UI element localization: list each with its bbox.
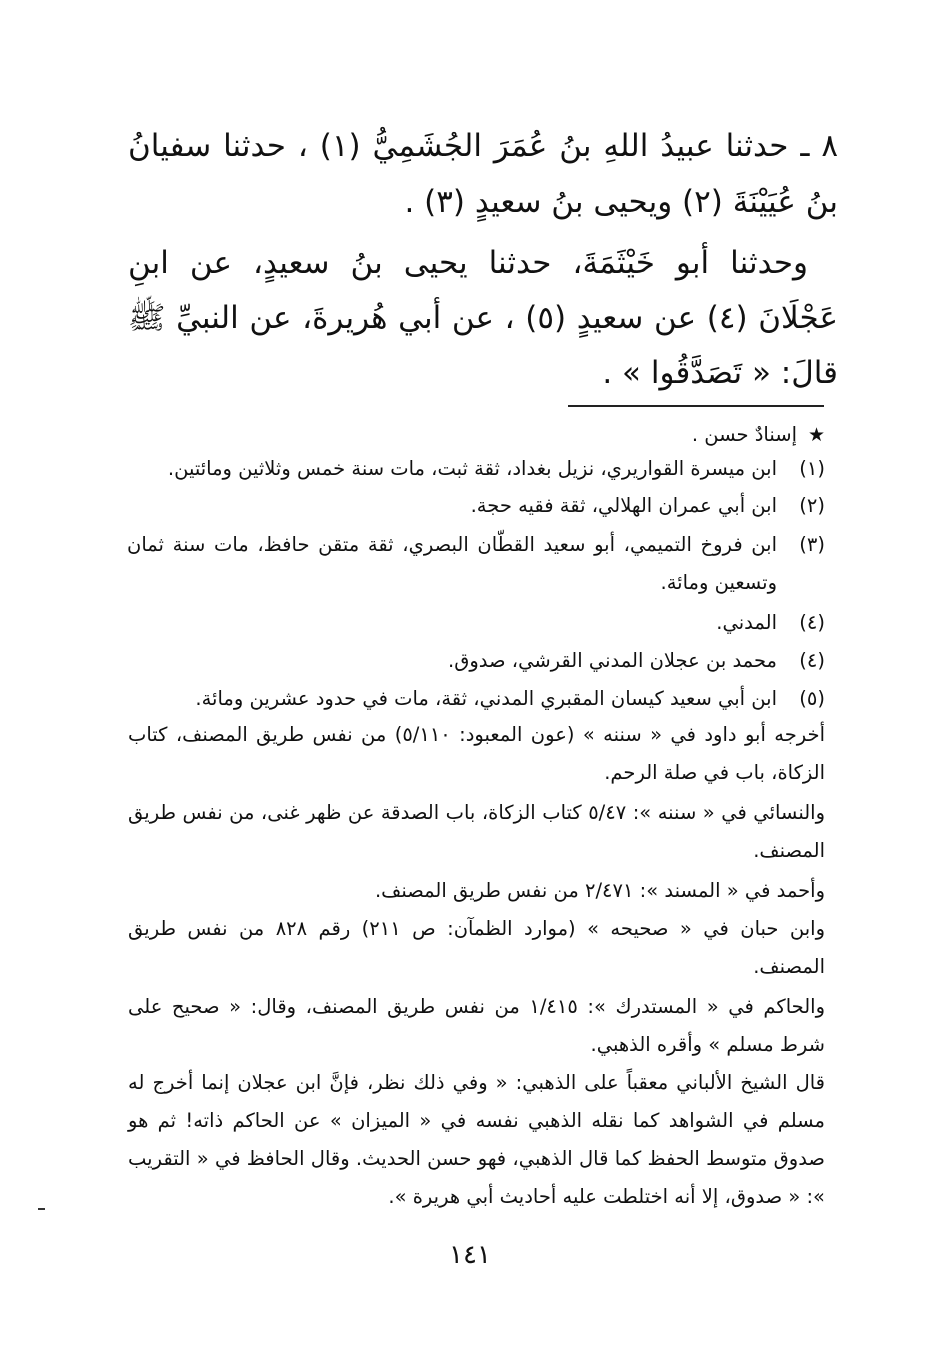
footnote-text: ابن فروخ التميمي، أبو سعيد القطّان البصري، ثقة متقن حافظ، مات سنة ثمان وتسعين ومائة. — [127, 533, 777, 594]
takhrij-paragraph: وأحمد في « المسند »: ٢/٤٧١ من نفس طريق المصنف. — [374, 879, 825, 902]
footnote-text: ابن ميسرة القواريري، نزيل بغداد، ثقة ثبت، مات سنة خمس وثلاثين ومائتين. — [167, 457, 777, 480]
footnote-text: محمد بن عجلان المدني القرشي، صدوق. — [448, 649, 777, 672]
footnote-number: (١) — [799, 457, 825, 480]
page-number: ١٤١ — [449, 1240, 491, 1270]
footnote-separator — [568, 405, 824, 407]
scan-speck — [38, 1208, 45, 1210]
takhrij-paragraph: وابن حبان في « صحيحه » (موارد الظمآن: ص ٢١١) رقم ٨٢٨ من نفس طريق المصنف. — [128, 917, 825, 978]
takhrij-paragraph: والحاكم في « المستدرك »: ١/٤١٥ من نفس طريق المصنف، وقال: « صحيح على شرط مسلم » وأقره الذهبي. — [128, 995, 825, 1056]
isnad-grade: إسنادٌ حسن . — [691, 423, 797, 446]
takhrij-paragraph: والنسائي في « سننه »: ٥/٤٧ كتاب الزكاة، باب الصدقة عن ظهر غنى، من نفس طريق المصنف. — [128, 801, 825, 862]
footnote-number: (٤) — [799, 611, 825, 634]
footnote-number: (٥) — [799, 687, 825, 710]
footnote-text: المدني. — [716, 611, 777, 634]
footnote-text: ابن أبي عمران الهلالي، ثقة فقيه حجة. — [470, 494, 777, 517]
star-marker: ★ — [807, 424, 825, 446]
hadith-paragraph-1: ٨ ـ حدثنا عبيدُ اللهِ بنُ عُمَرَ الجُشَمِيُّ (١) ، حدثنا سفيانُ بنُ عُيَيْنَةَ (٢) ويحيى بنُ سعيدٍ (٣) . — [128, 128, 838, 220]
takhrij-paragraph: قال الشيخ الألباني معقباً على الذهبي: « وفي ذلك نظر، فإنَّ ابن عجلان إنما أخرج له مسلم في الشواهد كما نقله الذهبي نفسه في « الميزان » عن الحاكم ذاته! ثم هو صدوق متوسط الحفظ كما قال الذهبي، فهو حسن الحديث. وقال الحافظ في « التقريب »: « صدوق، إلا أنه اختلطت عليه أحاديث أبي هريرة ». — [128, 1071, 825, 1208]
footnote-number: (٤) — [799, 649, 825, 672]
footnote-number: (٣) — [799, 533, 825, 556]
hadith-paragraph-2: وحدثنا أبو خَيْثَمَةَ، حدثنا يحيى بنُ سعيدٍ، عن ابنِ عَجْلَانَ (٤) عن سعيدٍ (٥) ، عن أبي هُريرةَ، عن النبيِّ ﷺ قالَ: « تَصَدَّقُوا » . — [128, 245, 838, 391]
footnote-text: ابن أبي سعيد كيسان المقبري المدني، ثقة، مات في حدود عشرين ومائة. — [195, 687, 777, 710]
takhrij-paragraph: أخرجه أبو داود في « سننه » (عون المعبود: ٥/١١٠) من نفس طريق المصنف، كتاب الزكاة، باب في صلة الرحم. — [128, 723, 825, 784]
footnote-number: (٢) — [799, 494, 825, 517]
